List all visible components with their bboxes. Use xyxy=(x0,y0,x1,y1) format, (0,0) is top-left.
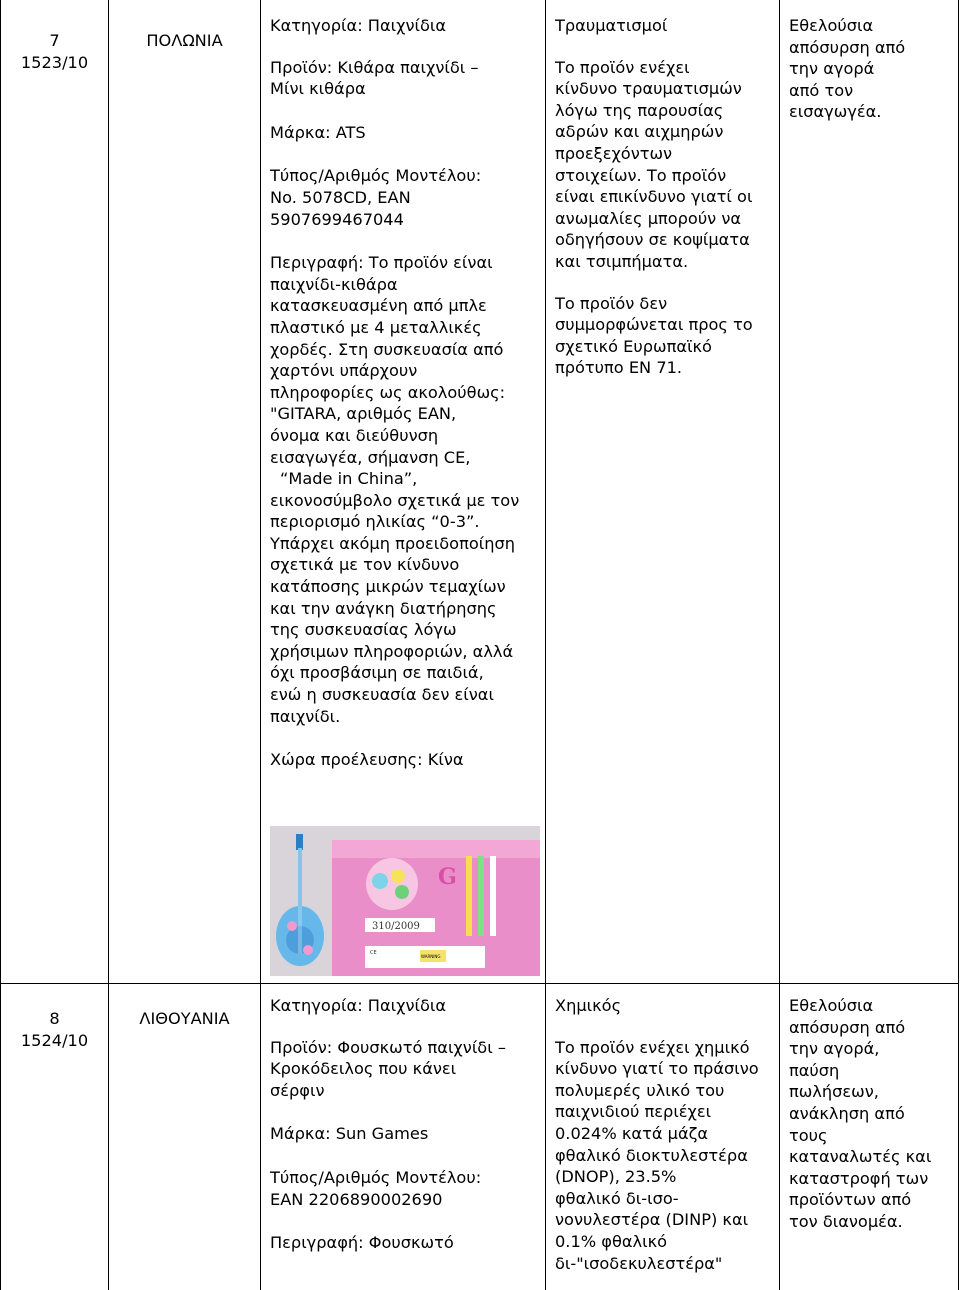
category: Κατηγορία: Παιχνίδια xyxy=(270,996,447,1015)
row-7-risk-cell xyxy=(555,15,777,379)
row-7-product-cell xyxy=(270,15,542,771)
row-reference: 1524/10 xyxy=(20,1030,89,1050)
risk-standard: Το προϊόν δεν συμμορφώνεται προς το σχετικό Ευρωπαϊκό πρότυπο EN 71. xyxy=(555,293,753,378)
country: ΛΙΘΟΥΑΝΙΑ xyxy=(139,1009,230,1028)
country: ΠΟΛΩΝΙΑ xyxy=(146,31,223,50)
description: Περιγραφή: Το προϊόν είναι παιχνίδι-κιθάρα κατασκευασμένη από μπλε πλαστικό με 4 μεταλλικές χορδές. Στη συσκευασία από χαρτόνι υπάρχουν πληροφορίες ως ακολούθως: "GITARA, αριθμός EAN, όνομα και διεύθυνση εισαγωγέα, σήμανση CE, “Made in China”, εικονοσύμβολο σχετικά με τον περιορισμό ηλικίας “0-3”. Υπάρχει ακόμη προειδοποίηση σχετικά με τον κίνδυνο κατάποσης μικρών τεμαχίων και την ανάγκη διατήρησης της συσκευασίας λόγω χρήσιμων πληροφοριών, αλλά όχι προσβάσιμη σε παιδιά, ενώ η συσκευασία δεν είναι παιχνίδι. xyxy=(270,253,520,726)
product-name: Προϊόν: Φουσκωτό παιχνίδι – Κροκόδειλος που κάνει σέρφιν xyxy=(270,1037,506,1100)
table-border-right xyxy=(958,0,959,1290)
row-8-risk-cell xyxy=(555,995,777,1274)
table-divider-1 xyxy=(108,0,109,1290)
table-divider-4 xyxy=(779,0,780,1290)
country-of-origin: Χώρα προέλευσης: Κίνα xyxy=(270,750,464,770)
risk-title: Τραυματισμοί xyxy=(555,16,668,35)
row-7-measures-cell: Εθελούσια απόσυρση από την αγορά από τον εισαγωγέα. xyxy=(789,16,906,122)
brand: Μάρκα: Sun Games xyxy=(270,1124,429,1144)
table-border-left xyxy=(0,0,1,1290)
product-photo xyxy=(270,826,540,976)
row-8-product-cell xyxy=(270,995,542,1254)
model: Τύπος/Αριθμός Μοντέλου: No. 5078CD, EAN 5907699467044 xyxy=(270,166,482,229)
row-reference: 1523/10 xyxy=(20,52,89,72)
svg-text:CE: CE xyxy=(370,950,377,956)
category: Κατηγορία: Παιχνίδια xyxy=(270,16,447,35)
row-8-country-cell xyxy=(109,1008,260,1030)
table-divider-2 xyxy=(260,0,261,1290)
svg-text:G: G xyxy=(438,864,457,890)
row-7-country-cell xyxy=(109,30,260,52)
brand: Μάρκα: ATS xyxy=(270,122,366,142)
photo-warning: WARNING xyxy=(421,954,441,959)
row-number: 8 xyxy=(49,1009,60,1028)
row-8-number-cell xyxy=(1,1008,108,1051)
risk-title: Χημικός xyxy=(555,996,622,1015)
row-7-number-cell xyxy=(1,30,108,73)
product-name: Προϊόν: Κιθάρα παιχνίδι – Μίνι κιθάρα xyxy=(270,57,479,99)
row-8-measures-cell: Εθελούσια απόσυρση από την αγορά, παύση πωλήσεων, ανάκληση από τους καταναλωτές και καταστροφή των προϊόντων από τον διανομέα. xyxy=(789,996,932,1231)
table-divider-3 xyxy=(545,0,546,1290)
row-separator xyxy=(0,983,959,984)
description: Περιγραφή: Φουσκωτό xyxy=(270,1233,454,1253)
row-number: 7 xyxy=(49,31,60,50)
risk-description: Το προϊόν ενέχει χημικό κίνδυνο γιατί το πράσινο πολυμερές υλικό του παιχνιδιού περιέχει 0.024% κατά μάζα φθαλικό διοκτυλεστέρα (DNOP), 23.5% φθαλικό δι-ισο- νονυλεστέρα (DINP) και 0.1% φθαλικό δι-"ισοδεκυλεστέρα" xyxy=(555,1037,759,1273)
photo-label: 310/2009 xyxy=(372,921,420,932)
model: Τύπος/Αριθμός Μοντέλου: EAN 2206890002690 xyxy=(270,1167,482,1209)
guitar-toy-photo xyxy=(270,826,540,976)
risk-description: Το προϊόν ενέχει κίνδυνο τραυματισμών λόγω της παρουσίας αδρών και αιχμηρών προεξεχόντων στοιχείων. Το προϊόν είναι επικίνδυνο γιατί οι ανωμαλίες μπορούν να οδηγήσουν σε κοψίματα και τσιμπήματα. xyxy=(555,57,753,271)
